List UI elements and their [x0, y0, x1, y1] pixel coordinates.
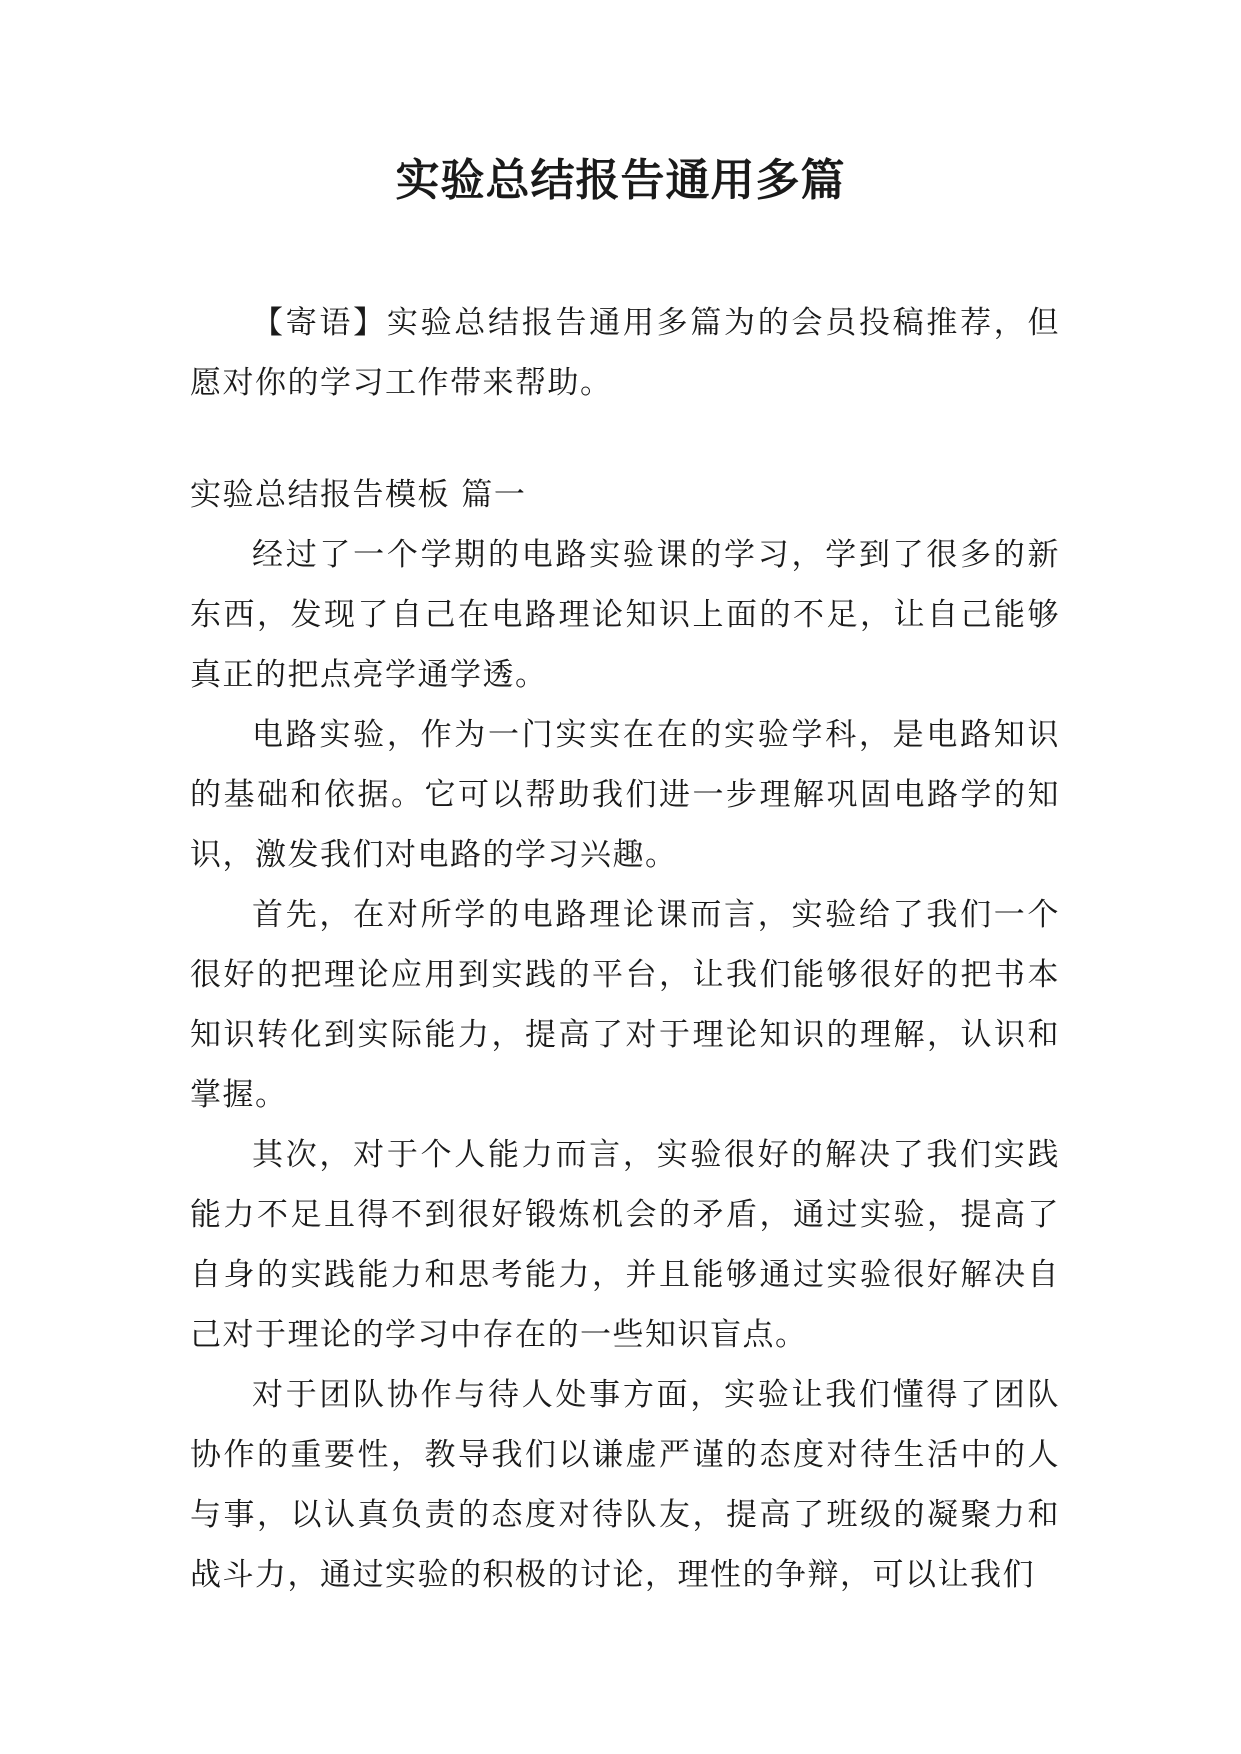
body-paragraph: 首先，在对所学的电路理论课而言，实验给了我们一个很好的把理论应用到实践的平台，让我们能够很好的把书本知识转化到实际能力，提高了对于理论知识的理解，认识和掌握。 — [190, 897, 1060, 1113]
document-title: 实验总结报告通用多篇 — [395, 155, 846, 206]
body-paragraph: 其次，对于个人能力而言，实验很好的解决了我们实践能力不足且得不到很好锻炼机会的矛盾，通过实验，提高了自身的实践能力和思考能力，并且能够通过实验很好解决自己对于理论的学习中存在的一些知识盲点。 — [190, 1137, 1060, 1353]
section-heading: 实验总结报告模板 篇一 — [190, 477, 527, 513]
document-body — [190, 293, 1060, 1605]
intro-paragraph: 【寄语】实验总结报告通用多篇为的会员投稿推荐，但愿对你的学习工作带来帮助。 — [190, 305, 1060, 401]
body-paragraph: 经过了一个学期的电路实验课的学习，学到了很多的新东西，发现了自己在电路理论知识上面的不足，让自己能够真正的把点亮学通学透。 — [190, 537, 1060, 693]
body-paragraph: 电路实验，作为一门实实在在的实验学科，是电路知识的基础和依据。它可以帮助我们进一步理解巩固电路学的知识，激发我们对电路的学习兴趣。 — [190, 717, 1060, 873]
body-paragraph: 对于团队协作与待人处事方面，实验让我们懂得了团队协作的重要性，教导我们以谦虚严谨的态度对待生活中的人与事，以认真负责的态度对待队友，提高了班级的凝聚力和战斗力，通过实验的积极的讨论，理性的争辩，可以让我们 — [190, 1377, 1060, 1593]
